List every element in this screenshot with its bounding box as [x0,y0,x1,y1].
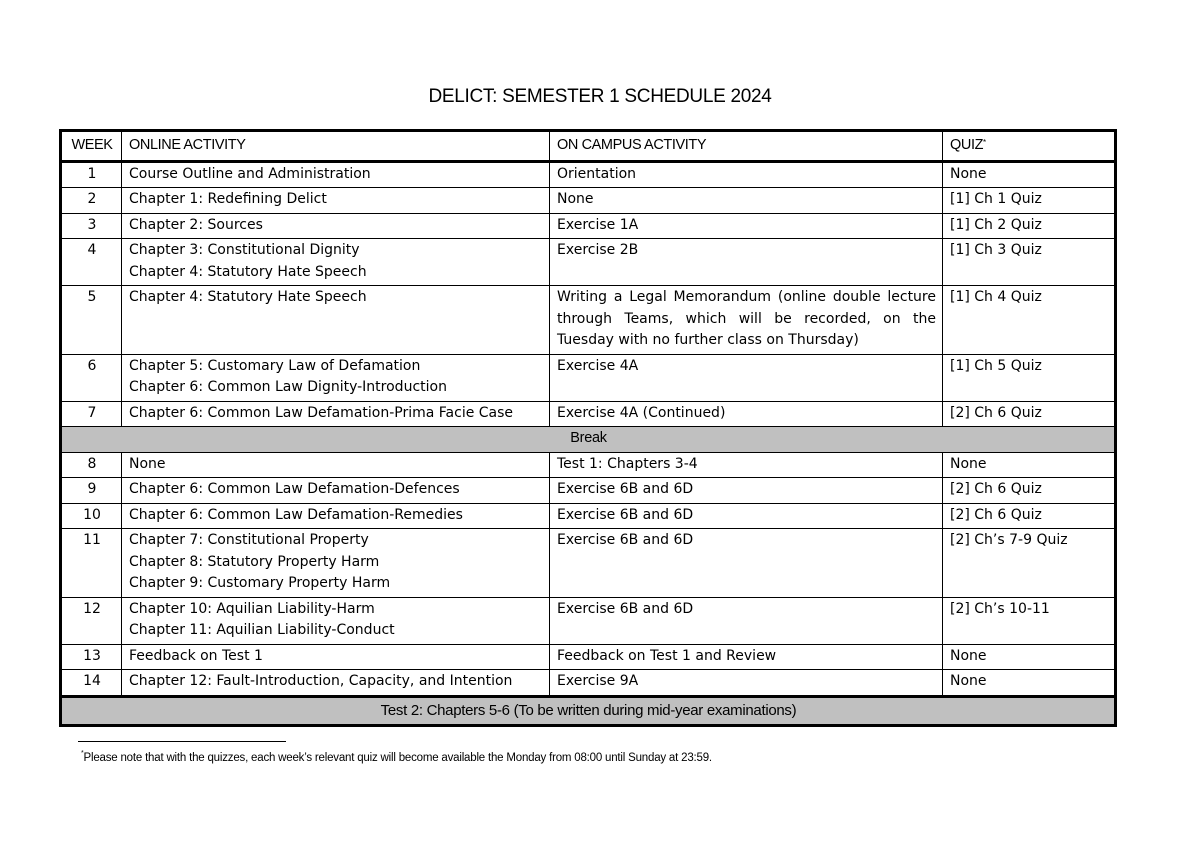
online-activity-cell [122,286,550,355]
on-campus-activity-cell [550,213,943,239]
online-activity-cell-line: Chapter 12: Fault-Introduction, Capacity, and Intention [129,673,513,689]
quiz-cell: [2] Ch’s 10-11 [943,597,1116,644]
online-activity-cell [122,478,550,504]
online-activity-cell-line: Feedback on Test 1 [129,647,263,664]
on-campus-activity-cell [550,401,943,427]
table-row [61,188,1116,214]
quiz-cell: None [943,670,1116,697]
schedule-table [59,129,1117,727]
on-campus-activity-cell [550,478,943,504]
header-on-campus-activity: ON CAMPUS ACTIVITY [550,131,943,162]
week-cell: 7 [61,401,122,427]
header-week: WEEK [61,131,122,162]
table-row [61,213,1116,239]
final-test-label: Test 2: Chapters 5-6 (To be written during mid-year examinations) [61,696,1116,726]
on-campus-activity-cell [550,452,943,478]
week-cell: 9 [61,478,122,504]
online-activity-cell [122,597,550,644]
on-campus-activity-cell [550,286,943,355]
table-row [61,239,1116,286]
week-cell: 4 [61,239,122,286]
header-quiz-footnote-marker: * [983,138,986,147]
online-activity-cell [122,354,550,401]
on-campus-activity-cell [550,644,943,670]
quiz-cell: [1] Ch 3 Quiz [943,239,1116,286]
online-activity-cell-line: Chapter 6: Common Law Dignity-Introduction [129,379,447,395]
schedule-body [61,161,1116,726]
on-campus-activity-cell-line: None [557,191,594,207]
on-campus-activity-cell [550,239,943,286]
on-campus-activity-cell [550,670,943,697]
online-activity-cell-line: Chapter 4: Statutory Hate Speech [129,289,367,305]
week-cell: 1 [61,161,122,188]
online-activity-cell [122,529,550,598]
online-activity-cell-line: Chapter 11: Aquilian Liability-Conduct [129,622,395,638]
online-activity-cell [122,503,550,529]
online-activity-cell-line: Chapter 6: Common Law Defamation-Prima Facie Case [129,404,514,421]
table-row [61,670,1116,697]
week-cell: 3 [61,213,122,239]
quiz-cell: [2] Ch’s 7-9 Quiz [943,529,1116,598]
quiz-cell: None [943,644,1116,670]
online-activity-cell-line: Chapter 7: Constitutional Property [129,532,369,548]
header-quiz [943,131,1116,162]
on-campus-activity-cell-line: Exercise 4A (Continued) [557,404,726,421]
quiz-cell: [2] Ch 6 Quiz [943,401,1116,427]
table-row [61,529,1116,598]
quiz-cell: [1] Ch 1 Quiz [943,188,1116,214]
table-row [61,401,1116,427]
online-activity-cell-line: Chapter 6: Common Law Defamation-Defences [129,481,460,497]
online-activity-cell [122,452,550,478]
online-activity-cell-line: Course Outline and Administration [129,165,371,182]
week-cell: 13 [61,644,122,670]
online-activity-cell [122,239,550,286]
on-campus-activity-cell [550,188,943,214]
week-cell: 8 [61,452,122,478]
on-campus-activity-cell [550,597,943,644]
footnote-text: Please note that with the quizzes, each week’s relevant quiz will become available the Monday from 08:00 until Sunday at 23:59. [83,752,712,764]
table-row [61,354,1116,401]
online-activity-cell-line: Chapter 10: Aquilian Liability-Harm [129,600,375,617]
final-test-row [61,696,1116,726]
quiz-cell: [1] Ch 4 Quiz [943,286,1116,355]
document-title: DELICT: SEMESTER 1 SCHEDULE 2024 [428,86,772,107]
on-campus-activity-cell-line: Feedback on Test 1 and Review [557,647,777,664]
on-campus-activity-cell-line: Orientation [557,165,637,182]
quiz-cell: [1] Ch 5 Quiz [943,354,1116,401]
on-campus-activity-cell-line: Exercise 6B and 6D [557,600,694,617]
on-campus-activity-cell-line: Exercise 2B [557,242,639,258]
week-cell: 6 [61,354,122,401]
online-activity-cell-line: Chapter 3: Constitutional Dignity [129,242,360,258]
quiz-cell: [2] Ch 6 Quiz [943,478,1116,504]
week-cell: 12 [61,597,122,644]
on-campus-activity-cell-line: Test 1: Chapters 3-4 [557,455,698,472]
quiz-cell: [2] Ch 6 Quiz [943,503,1116,529]
online-activity-cell [122,644,550,670]
quiz-cell: None [943,161,1116,188]
online-activity-cell-line: Chapter 8: Statutory Property Harm [129,553,380,570]
table-row [61,597,1116,644]
on-campus-activity-cell [550,354,943,401]
week-cell: 11 [61,529,122,598]
online-activity-cell-line: Chapter 9: Customary Property Harm [129,575,391,591]
table-row [61,161,1116,188]
online-activity-cell-line: Chapter 5: Customary Law of Defamation [129,357,421,374]
online-activity-cell [122,188,550,214]
header-row [61,131,1116,162]
on-campus-activity-cell-line: Exercise 6B and 6D [557,481,694,497]
footnote-separator [78,741,286,742]
table-row [61,286,1116,355]
on-campus-activity-cell [550,161,943,188]
online-activity-cell-line: Chapter 4: Statutory Hate Speech [129,263,367,280]
footnote-marker: * [81,750,84,757]
table-row [61,503,1116,529]
online-activity-cell-line: Chapter 2: Sources [129,216,263,233]
online-activity-cell-line: Chapter 1: Redefining Delict [129,191,327,207]
table-row [61,478,1116,504]
on-campus-activity-cell-line: Exercise 6B and 6D [557,532,694,548]
on-campus-activity-cell-line: Exercise 4A [557,357,639,374]
table-row [61,644,1116,670]
break-label: Break [61,427,1116,453]
online-activity-cell [122,161,550,188]
online-activity-cell [122,401,550,427]
online-activity-cell [122,213,550,239]
header-quiz-label: QUIZ [950,137,984,153]
week-cell: 5 [61,286,122,355]
on-campus-activity-cell [550,529,943,598]
week-cell: 2 [61,188,122,214]
break-row [61,427,1116,453]
quiz-cell: [1] Ch 2 Quiz [943,213,1116,239]
online-activity-cell-line: Chapter 6: Common Law Defamation-Remedies [129,506,463,523]
header-online-activity: ONLINE ACTIVITY [122,131,550,162]
on-campus-activity-cell [550,503,943,529]
on-campus-activity-cell-line: Exercise 6B and 6D [557,506,694,523]
week-cell: 14 [61,670,122,697]
on-campus-activity-cell-line: Exercise 1A [557,216,639,233]
quiz-cell: None [943,452,1116,478]
week-cell: 10 [61,503,122,529]
on-campus-activity-cell-line: Exercise 9A [557,673,639,689]
on-campus-activity-cell-line: Writing a Legal Memorandum (online double lecture through Teams, which will be recorded, on the Tuesday with no further class on Thursday) [557,289,936,348]
online-activity-cell [122,670,550,697]
online-activity-cell-line: None [129,455,166,472]
footnote [81,752,712,764]
table-row [61,452,1116,478]
